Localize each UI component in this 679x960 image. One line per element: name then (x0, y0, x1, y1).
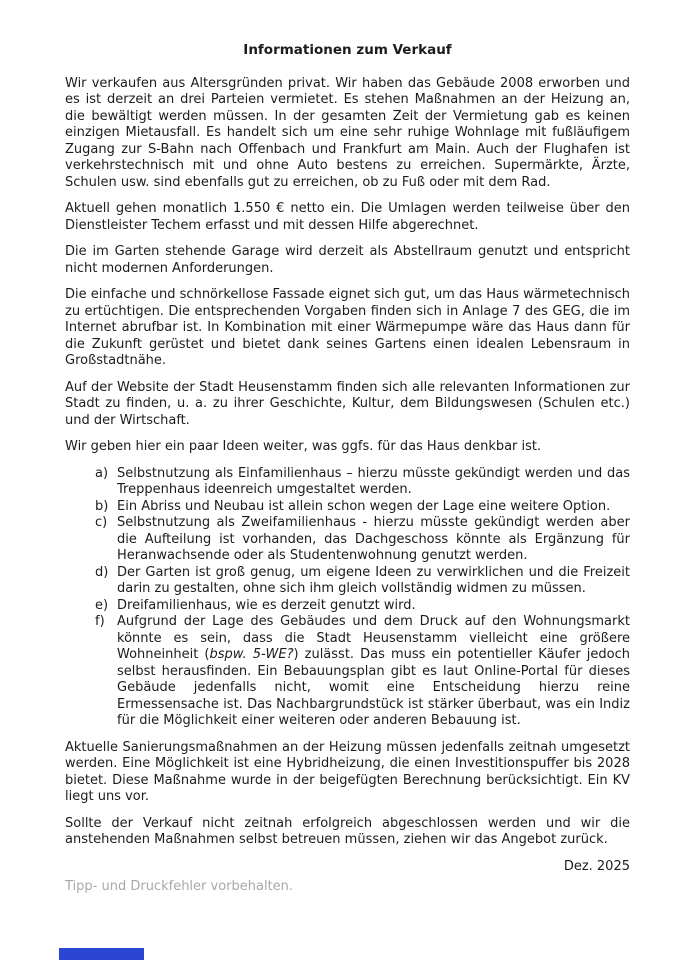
paragraph-rent: Aktuell gehen monatlich 1.550 € netto ein. Die Umlagen werden teilweise über den Dienstleister Techem erfasst und mit dessen Hilfe abgerechnet. (65, 201, 630, 233)
paragraph-facade: Die einfache und schnörkellose Fassade eignet sich gut, um das Haus wärmetechnisch zu ertüchtigen. Die entsprechenden Vorgaben finden sich in Anlage 7 des GEG, die im Internet abrufbar ist. In Kombination mit einer Wärmepumpe wäre das Haus dann für die Zukunft gerüstet und bietet dank seines Gartens einen idealen Lebensraum in Großstadtnähe. (65, 287, 630, 368)
list-item-d (95, 565, 630, 598)
disclaimer-text: Tipp- und Druckfehler vorbehalten. (65, 879, 294, 894)
list-item-text-after: ) zulässt. Das muss ein potentieller Käufer jedoch selbst herausfinden. Ein Bebauungsplan gibt es laut Online-Portal für dieses Gebäude jedenfalls nicht, womit eine Entscheidung hierzu reine Ermessensache ist. Das Nachbargrundstück ist stärker überbaut, was ein Indiz für die Möglichkeit einer weiteren oder anderen Bebauung ist. (117, 647, 631, 728)
list-item-a (95, 466, 630, 499)
list-marker: e) (95, 597, 109, 613)
list-marker: c) (95, 515, 108, 530)
bottom-blue-bar (59, 948, 144, 960)
paragraph-renovation: Aktuelle Sanierungsmaßnahmen an der Heizung müssen jedenfalls zeitnah umgesetzt werden. Eine Möglichkeit ist eine Hybridheizung, die einen Investitionspuffer bis 2028 bietet. Diese Maßnahme wurde in der beigefügten Berechnung berücksichtigt. Ein KV liegt uns vor. (65, 739, 630, 804)
paragraph-withdrawal: Sollte der Verkauf nicht zeitnah erfolgreich abgeschlossen werden und wir die anstehenden Maßnahmen selbst betreuen müssen, ziehen wir das Angebot zurück. (65, 815, 630, 847)
list-item-text: Ein Abriss und Neubau ist allein schon wegen der Lage eine weitere Option. (117, 498, 611, 514)
list-marker: b) (95, 498, 109, 514)
list-item-text: Selbstnutzung als Zweifamilienhaus - hierzu müsste gekündigt werden aber die Aufteilung ist vorhanden, das Dachgeschoss könnte als Ergänzung für Heranwachsende oder als Studentenwohnung genutzt werden. (117, 515, 630, 563)
date: Dez. 2025 (563, 858, 630, 874)
list-marker: d) (95, 564, 109, 580)
list-item-text: Dreifamilienhaus, wie es derzeit genutzt wird. (117, 597, 416, 613)
list-item-e (95, 598, 630, 615)
paragraph-garage: Die im Garten stehende Garage wird derzeit als Abstellraum genutzt und entspricht nicht modernen Anforderungen. (65, 244, 630, 276)
paragraph-intro: Wir verkaufen aus Altersgründen privat. Wir haben das Gebäude 2008 erworben und es ist derzeit an drei Parteien vermietet. Es stehen Maßnahmen an der Heizung an, die bewältigt werden müssen. In der gesamten Zeit der Vermietung gab es keinen einzigen Mietausfall. Es handelt sich um eine sehr ruhige Wohnlage mit fußläufigem Zugang zur S-Bahn nach Offenbach und Frankfurt am Main. Auch der Flughafen ist verkehrstechnisch mit und ohne Auto bestens zu erreichen. Supermärkte, Ärzte, Schulen usw. sind ebenfalls gut zu erreichen, ob zu Fuß oder mit dem Rad. (65, 75, 630, 190)
list-item-text: Der Garten ist groß genug, um eigene Ideen zu verwirklichen und die Freizeit darin zu gestalten, ohne sich ihm gleich vollständig widmen zu müssen. (117, 564, 630, 596)
list-marker: a) (95, 465, 109, 481)
list-item-b (95, 499, 630, 516)
list-item-text-italic: bspw. 5-WE? (209, 647, 294, 662)
page-title: Informationen zum Verkauf (243, 42, 452, 58)
list-item-text: Selbstnutzung als Einfamilienhaus – hierzu müsste gekündigt werden und das Treppenhaus ideenreich umgestaltet werden. (117, 465, 630, 497)
paragraph-ideas-intro: Wir geben hier ein paar Ideen weiter, was ggfs. für das Haus denkbar ist. (65, 439, 542, 454)
paragraph-city-website: Auf der Website der Stadt Heusenstamm finden sich alle relevanten Informationen zur Stadt zu finden, u. a. zu ihrer Geschichte, Kultur, dem Bildungswesen (Schulen etc.) und der Wirtschaft. (65, 379, 630, 428)
list-marker: f) (95, 614, 105, 629)
list-item-f (95, 614, 630, 730)
list-item-text-before: Aufgrund der Lage des Gebäudes und dem Druck auf den Wohnungsmarkt könnte es sein, dass die Stadt Heusenstamm vielleicht eine größere Wohneinheit ( (117, 614, 630, 662)
list-item-c (95, 515, 630, 565)
idea-list (65, 466, 630, 730)
